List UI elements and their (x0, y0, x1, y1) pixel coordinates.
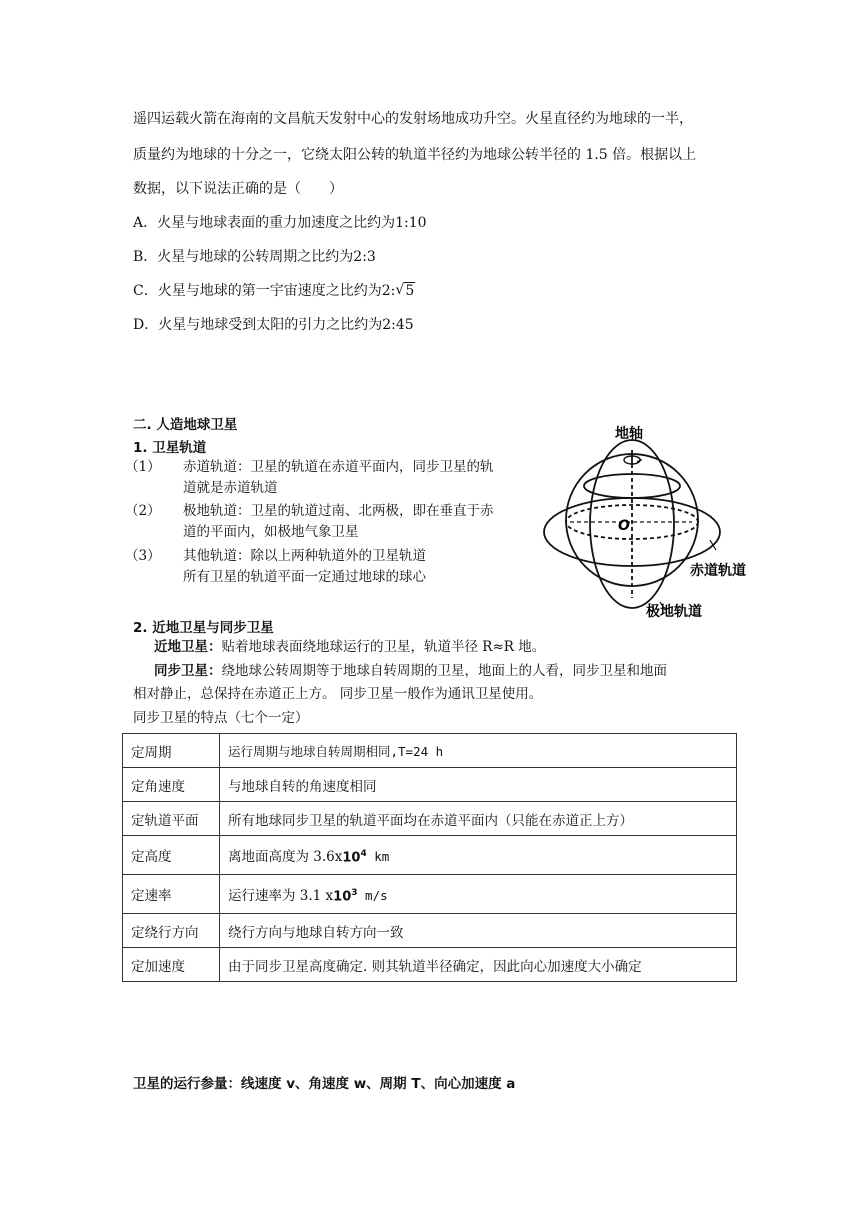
item-1-line-2: 道就是赤道轨道 (183, 480, 278, 496)
table-row (123, 734, 737, 768)
table-row (123, 802, 737, 836)
table-key: 定加速度 (123, 948, 220, 982)
near-satellite-label: 近地卫星： (154, 639, 222, 655)
near-satellite-line (154, 637, 545, 657)
table-value-text: 运行速率为 3.1 x (228, 888, 334, 904)
unit: m/s (357, 888, 388, 903)
option-a: A．火星与地球表面的重力加速度之比约为1:10 (133, 215, 427, 231)
item-2-line-2: 道的平面内，如极地气象卫星 (183, 524, 359, 540)
power-base: 10 (342, 850, 361, 865)
power-base: 10 (333, 889, 352, 904)
option-c (133, 281, 415, 301)
option-c-radicand: 5 (405, 283, 415, 299)
sync-satellite-text-1: 绕地球公转周期等于地球自转周期的卫星，地面上的人看，同步卫星和地面 (221, 663, 667, 679)
table-caption: 同步卫星的特点（七个一定） (133, 710, 309, 726)
table-value (220, 875, 737, 914)
item-1-num: （1） (125, 459, 161, 475)
item-2-num: （2） (125, 503, 161, 519)
table-key: 定轨道平面 (123, 802, 220, 836)
equatorial-orbit-label: 赤道轨道 (690, 563, 746, 579)
table-row (123, 914, 737, 948)
table-row (123, 768, 737, 802)
item-1-line-1: 赤道轨道：卫星的轨道在赤道平面内，同步卫星的轨 (183, 459, 494, 475)
item-3-line-1: 其他轨道：除以上两种轨道外的卫星轨道 (183, 548, 426, 564)
power-of-ten (333, 888, 357, 904)
table-value-text: 运行周期与地球自转周期相同,T=24 h (228, 743, 444, 759)
axis-label: 地轴 (615, 426, 643, 442)
item-2-line-1: 极地轨道：卫星的轨道过南、北两极，即在垂直于赤 (183, 503, 494, 519)
table-key: 定周期 (123, 734, 220, 768)
table-value: 与地球自转的角速度相同 (220, 768, 737, 802)
polar-orbit-label: 极地轨道 (646, 604, 702, 620)
item-3-num: （3） (125, 548, 161, 564)
table-value (220, 836, 737, 875)
power-of-ten (342, 849, 366, 865)
table-key: 定绕行方向 (123, 914, 220, 948)
table-row (123, 836, 737, 875)
table-key: 定速率 (123, 875, 220, 914)
table-value: 绕行方向与地球自转方向一致 (220, 914, 737, 948)
sqrt-symbol (395, 281, 415, 301)
near-satellite-text: 贴着地球表面绕地球运行的卫星，轨道半径 R≈R 地。 (221, 639, 546, 655)
sync-satellite-text-2: 相对静止，总保持在赤道正上方。 同步卫星一般作为通讯卫星使用。 (133, 686, 543, 702)
sync-satellite-table (122, 733, 737, 982)
option-d: D．火星与地球受到太阳的引力之比约为2:45 (133, 317, 414, 333)
subsection-1-title: 1. 卫星轨道 (133, 440, 207, 456)
table-value: 所有地球同步卫星的轨道平面均在赤道平面内（只能在赤道正上方） (220, 802, 737, 836)
table-key: 定角速度 (123, 768, 220, 802)
power-exponent: 4 (360, 848, 367, 859)
table-row (123, 875, 737, 914)
sync-satellite-label: 同步卫星： (154, 663, 222, 679)
option-c-text: C．火星与地球的第一宇宙速度之比约为2: (133, 283, 396, 299)
orbit-diagram (540, 420, 760, 625)
unit: km (366, 849, 390, 864)
option-b: B．火星与地球的公转周期之比约为2:3 (133, 249, 376, 265)
table-row (123, 948, 737, 982)
table-value-text: 离地面高度为 3.6x (228, 849, 343, 865)
table-value: 由于同步卫星高度确定. 则其轨道半径确定，因此向心加速度大小确定 (220, 948, 737, 982)
satellite-parameters-heading: 卫星的运行参量：线速度 v、角速度 w、周期 T、向心加速度 a (133, 1076, 516, 1092)
center-label: O (618, 518, 630, 534)
power-exponent: 3 (351, 887, 358, 898)
intro-line-3: 数据，以下说法正确的是（ ） (133, 181, 343, 197)
item-3-line-2: 所有卫星的轨道平面一定通过地球的球心 (183, 569, 426, 585)
table-key: 定高度 (123, 836, 220, 875)
intro-line-2: 质量约为地球的十分之一，它绕太阳公转的轨道半径约为地球公转半径的 1.5 倍。根据以上 (133, 147, 697, 163)
section-title: 二. 人造地球卫星 (133, 417, 238, 433)
sync-satellite-line (154, 661, 667, 681)
intro-line-1: 遥四运载火箭在海南的文昌航天发射中心的发射场地成功升空。火星直径约为地球的一半， (133, 111, 693, 127)
subsection-2-title: 2. 近地卫星与同步卫星 (133, 620, 274, 636)
table-value (220, 734, 737, 768)
